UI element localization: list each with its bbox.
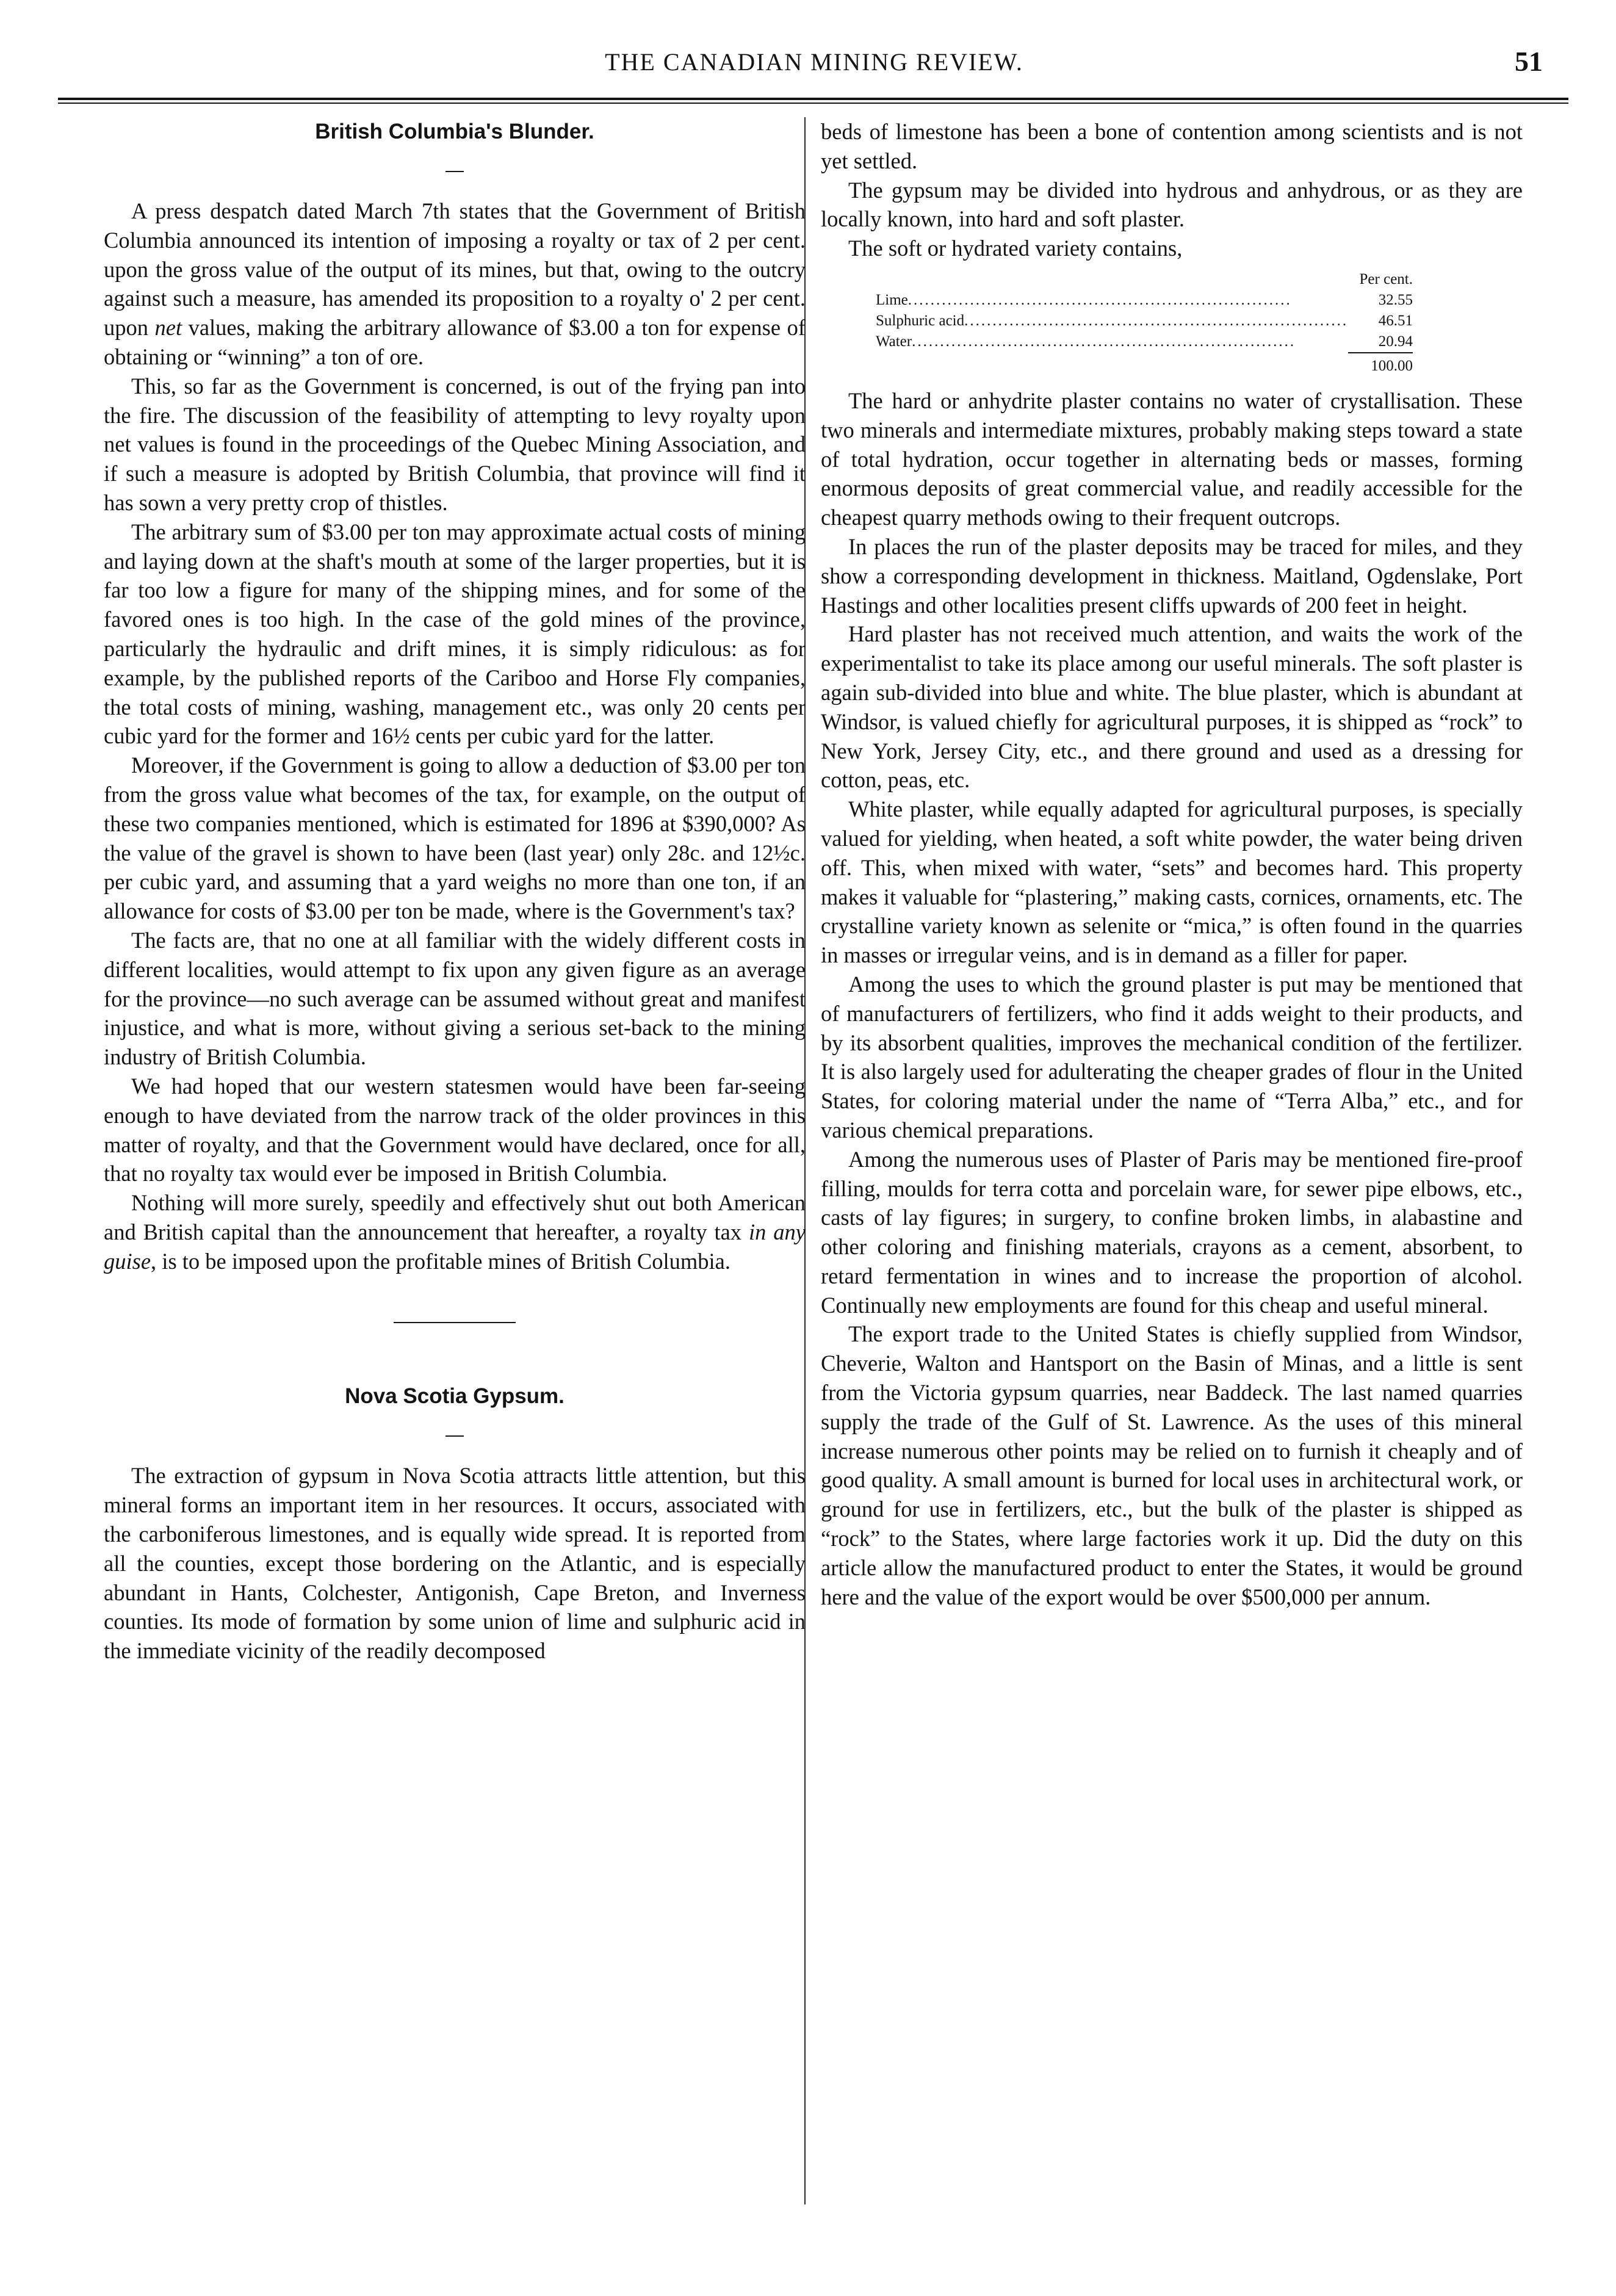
right-column — [821, 117, 1523, 1611]
leader-dots: .................................................................... — [912, 333, 1296, 350]
publication-title: THE CANADIAN MINING REVIEW. — [605, 48, 1023, 76]
article-paragraph: Moreover, if the Government is going to allow a deduction of $3.00 per ton from the gross value what becomes of the tax, for example, on the output of these two companies mentioned, which is estimated for 1896 at $390,000? As the value of the gravel is shown to have been (last year) only 28c. and 12½c. per cubic yard, and assuming that a yard weighs no more than one ton, if an allowance for costs of $3.00 per ton be made, where is the Government's tax? — [104, 753, 806, 924]
article-paragraph — [104, 1188, 806, 1276]
headline-dash — [445, 1435, 464, 1437]
left-column — [104, 117, 806, 1666]
running-header — [61, 48, 1567, 84]
total-value: 100.00 — [1348, 353, 1413, 377]
article-paragraph: The arbitrary sum of $3.00 per ton may approximate actual costs of mining and laying down at the shaft's mouth at some of the larger properties, but it is far too low a figure for many of the shipping mines, and for some of the favored ones is too high. In the case of the gold mines of the province, particularly the hydraulic and drift mines, it is simply ridiculous: as for example, by the published reports of the Cariboo and Horse Fly companies, the total costs of mining, washing, management etc., was only 20 cents per cubic yard for the former and 16½ cents per cubic yard for the latter. — [104, 519, 806, 749]
component-label: Sulphuric acid — [876, 312, 965, 329]
article-nova-scotia-gypsum — [104, 1382, 806, 1666]
article-paragraph: In places the run of the plaster deposits may be traced for miles, and they show a corresponding development in thickness. Maitland, Ogdenslake, Port Hastings and other localities present cliffs upwards of 200 feet in height. — [821, 533, 1523, 618]
table-row — [876, 331, 1413, 353]
article-headline: Nova Scotia Gypsum. — [345, 1384, 565, 1409]
italic-phrase: in any guise — [104, 1219, 806, 1274]
article-paragraph: The export trade to the United States is chiefly supplied from Windsor, Cheverie, Walton and Hantsport on the Basin of Minas, and a little is sent from the Victoria gypsum quarries, near Baddeck. The last named quarries supply the trade of the Gulf of St. Lawrence. As the uses of this mineral increase numerous other points may be relied on to furnish it cheaply and of good quality. A small amount is burned for local uses in architectural work, or ground for use in fertilizers, etc., but the bulk of the plaster is shipped as “rock” to the States, where large factories work it up. Did the duty on this article allow the manufactured product to enter the States, it would be ground here and the value of the export would be over $500,000 per annum. — [821, 1321, 1523, 1609]
article-paragraph: The extraction of gypsum in Nova Scotia attracts little attention, but this mineral forms an important item in her resources. It occurs, associated with the carboniferous limestones, and is equally wide spread. It is reported from all the counties, except those bordering on the Atlantic, and is especially abundant in Hants, Colchester, Antigonish, Cape Breton, and Inverness counties. Its mode of formation by some union of lime and sulphuric acid in the immediate vicinity of the readily decomposed — [104, 1463, 806, 1664]
article-paragraph: The facts are, that no one at all familiar with the widely different costs in different localities, would attempt to fix upon any given figure as an average for the province—no such average can be assumed without great and manifest injustice, and what is more, without giving a serious set-back to the mining industry of British Columbia. — [104, 927, 806, 1070]
component-value: 20.94 — [1378, 333, 1413, 350]
page-number: 51 — [1515, 46, 1543, 77]
unit-label: Per cent. — [1359, 270, 1413, 287]
article-british-columbias-blunder — [104, 117, 806, 1276]
article-paragraph: White plaster, while equally adapted for agricultural purposes, is specially valued for yielding, when heated, a soft white powder, the water being driven off. This, when mixed with water, “sets” and becomes hard. This property makes it valuable for “plastering,” making casts, cornices, ornaments, etc. The crystalline variety known as selenite or “mica,” is often found in the quarries in masses or irregular veins, and is in demand as a filler for paper. — [821, 796, 1523, 968]
header-double-rule — [58, 98, 1568, 104]
headline-dash — [445, 171, 464, 172]
paragraph-text: A press despatch dated March 7th states that the Government of British Columbia announced its intention of imposing a royalty or tax of 2 per cent. upon the gross value of the output of its mines, but that, owing to the outcry against such a measure, has amended its proposition to a royalty o' 2 per cent. upon — [104, 198, 806, 341]
article-paragraph-continued: beds of limestone has been a bone of contention among scientists and is not yet settled. — [821, 119, 1523, 173]
component-value: 46.51 — [1378, 312, 1413, 329]
paragraph-text: values, making the arbitrary allowance of $3.00 a ton for expense of obtaining or “winning” a ton of ore. — [104, 315, 806, 369]
paragraph-text: , is to be imposed upon the profitable mines of British Columbia. — [151, 1248, 730, 1274]
paragraph-text: Nothing will more surely, speedily and effectively shut out both American and British capital than the announcement that hereafter, a royalty tax — [104, 1190, 806, 1244]
article-paragraph: We had hoped that our western statesmen would have been far-seeing enough to have deviated from the narrow track of the older provinces in this matter of royalty, and that the Government would have declared, once for all, that no royalty tax would ever be imposed in British Columbia. — [104, 1073, 806, 1186]
table-unit-row — [876, 269, 1413, 290]
article-paragraph: Among the numerous uses of Plaster of Paris may be mentioned fire-proof filling, moulds for terra cotta and porcelain ware, for sewer pipe elbows, etc., casts of lay figures; in surgery, to confine broken limbs, in alabastine and other coloring and finishing materials, crayons as a cement, absorbent, to retard fermentation in wines and to increase the proportion of alcohol. Continually new employments are found for this cheap and useful mineral. — [821, 1146, 1523, 1318]
component-label: Water — [876, 333, 912, 350]
component-label: Lime — [876, 291, 908, 308]
leader-dots: .................................................................... — [964, 312, 1349, 329]
article-paragraph: Among the uses to which the ground plaster is put may be mentioned that of manufacturers of fertilizers, who find it adds weight to their products, and by its absorbent qualities, improves the mechanical condition of the fertilizer. It is also largely used for adulterating the cheaper grades of flour in the United States, for coloring material under the name of “Terra Alba,” etc., and for various chemical preparations. — [821, 971, 1523, 1143]
article-paragraph: The gypsum may be divided into hydrous and anhydrous, or as they are locally known, into hard and soft plaster. — [821, 177, 1523, 232]
article-paragraph — [104, 197, 806, 372]
italic-word: net — [154, 315, 182, 341]
article-headline: British Columbia's Blunder. — [315, 120, 594, 143]
table-row — [876, 311, 1413, 331]
component-value: 32.55 — [1378, 291, 1413, 308]
table-total-row — [876, 353, 1413, 377]
article-paragraph: The hard or anhydrite plaster contains no water of crystallisation. These two minerals and intermediate mixtures, probably making steps toward a state of total hydration, occur together in alternating beds or masses, forming enormous deposits of great commercial value, and readily accessible for the cheapest quarry methods owing to their frequent outcrops. — [821, 388, 1523, 530]
article-paragraph: Hard plaster has not received much attention, and waits the work of the experimentalist to take its place among our useful minerals. The soft plaster is again sub-divided into blue and white. The blue plaster, which is abundant at Windsor, is valued chiefly for agricultural purposes, it is shipped as “rock” to New York, Jersey City, etc., and there ground and used as a dressing for cotton, peas, etc. — [821, 621, 1523, 793]
article-paragraph: This, so far as the Government is concerned, is out of the frying pan into the fire. The discussion of the feasibility of attempting to levy royalty upon net values is found in the proceedings of the Quebec Mining Association, and if such a measure is adopted by British Columbia, that province will find it has sown a very pretty crop of thistles. — [104, 373, 806, 515]
leader-dots: .................................................................... — [907, 291, 1292, 308]
section-separator-rule — [394, 1322, 516, 1323]
gypsum-composition-table — [876, 269, 1413, 377]
table-row — [876, 290, 1413, 311]
article-paragraph: The soft or hydrated variety contains, — [848, 236, 1183, 261]
